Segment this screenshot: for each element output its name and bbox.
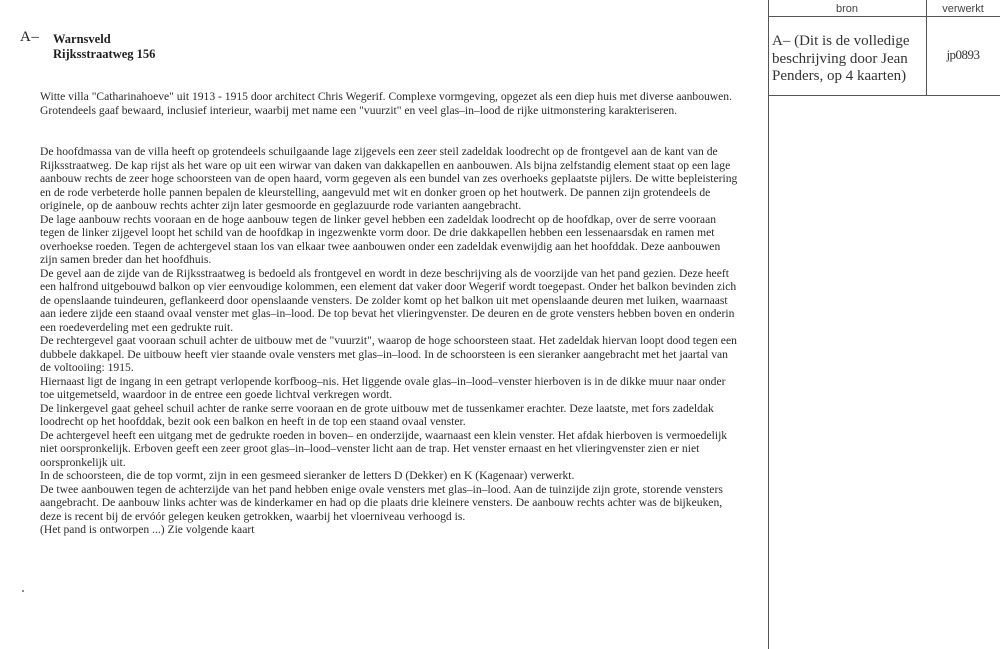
bron-note: A– (Dit is de volledige beschrijving door Jean Penders, op 4 kaarten) xyxy=(772,33,910,84)
body-line: aangebracht. De aanbouw links achter was de kinderkamer en had op die plaats drie kleinere vensters. De aanbouw rechts achter was de bijkeuken, xyxy=(40,496,723,509)
body-line: loodrecht op het hoofddak, bezit ook een balkon en heeft in de top een staand ovaal venster. xyxy=(40,415,466,428)
body-line: Hiernaast ligt de ingang in een getrapt verlopende korfboog–nis. Het liggende ovale glas–in–lood–venster hierboven is in de dikke muur naar onder xyxy=(40,374,726,388)
body-line: de openslaande tuindeuren, geflankeerd door openslaande vensters. De zolder komt op het balkon uit met openslaande deuren met luiken, waarnaast xyxy=(40,293,728,307)
intro-paragraph xyxy=(40,90,768,117)
body-line: De lage aanbouw rechts vooraan en de hoge aanbouw tegen de linker gevel hebben een zadeldak loodrecht op de hoofdkap, over de serre vooraan xyxy=(40,212,717,226)
record-place: Warnsveld xyxy=(53,32,111,46)
body-line: De hoofdmassa van de villa heeft op grotendeels schuilgaande lage zijgevels een zeer steil zadeldak loodrecht op de frontgevel aan de kant van de xyxy=(40,145,718,158)
body-line: niet oorspronkelijk. Erboven geeft een zeer groot glas–in–lood–venster licht aan de trap. Het venster ernaast en het vlieringvenster zien er niet xyxy=(40,442,700,455)
body-line: zijn samen breder dan het hoofdhuis. xyxy=(40,253,212,266)
body-line: De gevel aan de zijde van de Rijksstraatweg is bedoeld als frontgevel en wordt in deze beschrijving als de voorzijde van het pand gezien. Deze heeft xyxy=(40,266,729,280)
body-line: De achtergevel heeft een uitgang met de gedrukte roeden in boven– en onderzijde, waarnaast een klein venster. Het afdak hierboven is vermoedelijk xyxy=(40,428,728,442)
body-line: (Het pand is ontworpen ...) Zie volgende kaart xyxy=(40,523,255,536)
divider-main-bron xyxy=(768,0,769,649)
body-line: Rijksstraatweg. De kap rijst als het ware op uit een wirwar van daken van dakkapellen en aanbouwen. Als bijna zelfstandig element staat op een lage xyxy=(40,158,731,172)
body-line: De linkergevel gaat geheel schuil achter de ranke serre vooraan en de grote uitbouw met de tussenkamer erachter. Deze laatste, met fors zadeldak xyxy=(40,401,714,415)
header-rule xyxy=(768,16,1000,17)
body-line: overhoekse roeden. Tegen de achtergevel staan los van elkaar twee aanbouwen onder een zadeldak evenwijdig aan het hoofddak. Deze aanbouwen xyxy=(40,239,721,253)
body-line: aanbouw rechts de zeer hoge schoorsteen van de open haard, vorm gegeven als een bundel van zes overhoeks geplaatste pijlers. De witte bepleistering xyxy=(40,172,738,185)
body-line: De twee aanbouwen tegen de achterzijde van het pand hebben enige ovale vensters met glas–in–lood. Aan de tuinzijde zijn grote, storende vensters xyxy=(40,482,723,496)
body-line: In de schoorsteen, die de top vormt, zijn in een gesmeed sieranker de letters D (Dekker) en K (Kagenaar) verwerkt. xyxy=(40,469,575,482)
record-code: A– xyxy=(20,29,40,45)
verwerkt-code: jp0893 xyxy=(946,47,980,62)
body-line: de voltooiing: 1915. xyxy=(40,361,134,374)
bron-bottom-rule xyxy=(768,95,1000,96)
body-line: een halfrond uitgebouwd balkon op vier eenvoudige kolommen, een element dat vaker door Wegerif wordt toegepast. Onder het balkon bevinden zich xyxy=(40,280,737,293)
body-line: tegen de linker zijgevel loopt het schild van de hoofdkap in ingezwenkte vorm door. De drie dakkapellen hebben een lessenaarsdak en ramen met xyxy=(40,226,715,239)
intro-line: Grotendeels gaaf bewaard, inclusief interieur, waarbij met name een "vuurzit" en veel glas–in–lood de rijke uitmonstering karakteriseren. xyxy=(40,103,678,117)
body-line: De rechtergevel gaat vooraan schuil achter de uitbouw met de "vuurzit", waarop de hoge schoorsteen staat. Het zadeldak hiervan loopt dood tegen een xyxy=(40,334,737,347)
record-address: Rijksstraatweg 156 xyxy=(53,47,156,61)
body-line: aan iedere zijde een staand ovaal venster met glas–in–lood. De top bevat het vlieringvenster. De deuren en de grote vensters hebben boven en onderin xyxy=(40,307,735,320)
description-body xyxy=(40,145,768,537)
body-line: oorspronkelijk uit. xyxy=(40,455,126,469)
body-line: deze is recent bij de ervóór gelegen keuken getrokken, waarbij het vloerniveau verhoogd is. xyxy=(40,509,466,523)
scan-speck xyxy=(22,590,24,592)
body-line: en de rode verbeterde holle pannen bepalen de kleurstelling, aangevuld met wit en donker groen op het houtwerk. De pannen zijn grotendeels de xyxy=(40,185,711,199)
body-line: originele, op de aanbouw rechts achter zijn later gesmoorde en geglazuurde rode varianten aangebracht. xyxy=(40,199,522,212)
body-line: dubbele dakkapel. De uitbouw heeft vier staande ovale vensters met glas–in–lood. In de schoorsteen is een sieranker aangebracht met het jaartal van xyxy=(40,347,728,361)
bron-column-label: bron xyxy=(835,3,859,15)
verwerkt-column-label: verwerkt xyxy=(942,3,984,15)
intro-line: Witte villa "Catharinahoeve" uit 1913 - 1915 door architect Chris Wegerif. Complexe vormgeving, opgezet als een diep huis met diverse aanbouwen. xyxy=(40,90,733,103)
body-line: een roedeverdeling met een gedrukte ruit. xyxy=(40,320,234,334)
body-line: toe uitgemetseld, waardoor in de entree een goede lichtval verkregen wordt. xyxy=(40,388,393,401)
